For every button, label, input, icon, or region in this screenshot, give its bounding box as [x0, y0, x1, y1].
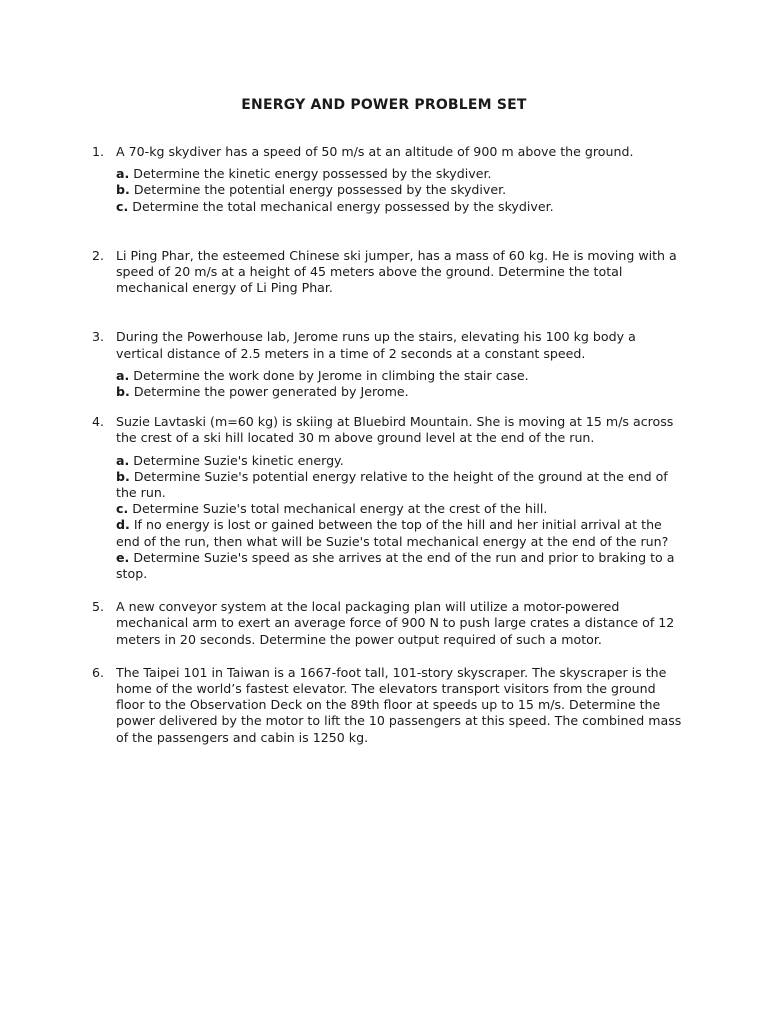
part-text: Determine the power generated by Jerome.: [129, 384, 409, 400]
problem-5: [92, 599, 682, 648]
problem-part: [116, 384, 682, 400]
problem-text: During the Powerhouse lab, Jerome runs up the stairs, elevating his 100 kg body a vertical distance of 2.5 meters in a time of 2 seconds at a constant speed.: [116, 329, 636, 361]
problem-part: [116, 182, 682, 198]
part-letter: b.: [116, 468, 130, 484]
problem-2: [92, 248, 682, 297]
page-title: ENERGY AND POWER PROBLEM SET: [241, 97, 527, 113]
part-letter: a.: [116, 367, 130, 383]
part-letter: a.: [116, 452, 130, 468]
part-letter: a.: [116, 166, 130, 182]
part-text: Determine the total mechanical energy possessed by the skydiver.: [128, 198, 554, 214]
problem-part: [116, 550, 682, 582]
part-letter: c.: [116, 198, 129, 214]
problem-part: [116, 199, 682, 215]
problem-4: [92, 414, 682, 582]
part-text: Determine the work done by Jerome in climbing the stair case.: [129, 367, 529, 383]
problem-number: 6.: [92, 664, 105, 680]
part-text: If no energy is lost or gained between the top of the hill and her initial arrival at the end of the run, then what will be Suzie's total mechanical energy at the end of the run?: [116, 517, 669, 549]
problem-parts: [116, 166, 682, 215]
problem-parts: [116, 368, 682, 400]
problem-part: [116, 501, 682, 517]
part-letter: b.: [116, 384, 130, 400]
problem-text: Suzie Lavtaski (m=60 kg) is skiing at Bluebird Mountain. She is moving at 15 m/s across the crest of a ski hill located 30 m above ground level at the end of the run.: [116, 414, 674, 446]
problem-part: [116, 517, 682, 549]
problem-number: 5.: [92, 599, 105, 615]
part-text: Determine the kinetic energy possessed by the skydiver.: [129, 166, 492, 182]
problem-3: [92, 329, 682, 400]
part-text: Determine Suzie's speed as she arrives at the end of the run and prior to braking to a stop.: [116, 549, 675, 582]
problem-number: 3.: [92, 329, 105, 345]
part-text: Determine Suzie's total mechanical energy at the crest of the hill.: [128, 501, 548, 517]
problem-list: [92, 144, 682, 746]
part-text: Determine Suzie's potential energy relative to the height of the ground at the end of the run.: [116, 468, 668, 501]
part-letter: e.: [116, 549, 130, 565]
part-letter: b.: [116, 182, 130, 198]
problem-text: Li Ping Phar, the esteemed Chinese ski jumper, has a mass of 60 kg. He is moving with a speed of 20 m/s at a height of 45 meters above the ground. Determine the total mechanical energy of Li Ping Phar.: [116, 247, 677, 296]
problem-6: [92, 665, 682, 746]
problem-number: 2.: [92, 247, 105, 263]
problem-number: 1.: [92, 144, 105, 159]
problem-parts: [116, 453, 682, 583]
part-text: Determine the potential energy possessed by the skydiver.: [129, 182, 507, 198]
problem-part: [116, 368, 682, 384]
problem-number: 4.: [92, 414, 105, 430]
problem-1: [92, 144, 682, 215]
problem-text: A 70-kg skydiver has a speed of 50 m/s at an altitude of 900 m above the ground.: [116, 144, 634, 159]
part-letter: c.: [116, 501, 129, 517]
problem-part: [116, 453, 682, 469]
part-letter: d.: [116, 517, 130, 533]
problem-text: A new conveyor system at the local packaging plan will utilize a motor-powered mechanical arm to exert an average force of 900 N to push large crates a distance of 12 meters in 20 seconds. Determine the power output required of such a motor.: [116, 599, 675, 647]
part-text: Determine Suzie's kinetic energy.: [129, 452, 344, 468]
problem-part: [116, 166, 682, 182]
problem-part: [116, 469, 682, 501]
problem-text: The Taipei 101 in Taiwan is a 1667-foot tall, 101-story skyscraper. The skyscraper is the home of the world’s fastest elevator. The elevators transport visitors from the ground floor to the Observation Deck on the 89th floor at speeds up to 15 m/s. Determine the power delivered by the motor to lift the 10 passengers at this speed. The combined mass of the passengers and cabin is 1250 kg.: [116, 664, 682, 745]
